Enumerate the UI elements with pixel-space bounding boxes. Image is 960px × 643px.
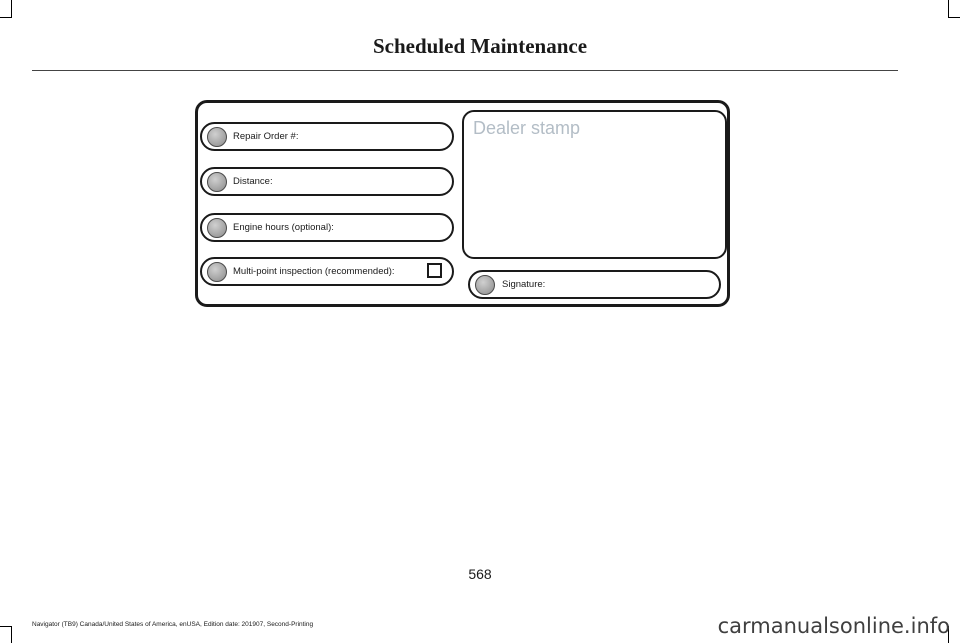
crop-mark-bottom-left-horizontal [0, 626, 12, 627]
page-title: Scheduled Maintenance [372, 34, 588, 58]
dealer-stamp-box [462, 110, 727, 259]
header-divider [32, 70, 898, 71]
crop-mark-top-right-horizontal [948, 17, 960, 18]
bullet-icon [207, 172, 227, 192]
distance-field[interactable] [200, 167, 454, 196]
page-number: 568 [468, 566, 492, 582]
bullet-icon [475, 275, 495, 295]
bullet-icon [207, 218, 227, 238]
bullet-icon [207, 262, 227, 282]
dealer-stamp-label: Dealer stamp [473, 118, 581, 138]
watermark: carmanualsonline.info [717, 614, 950, 638]
multi-point-inspection-checkbox[interactable] [427, 263, 442, 278]
crop-mark-bottom-left-vertical [11, 626, 12, 643]
engine-hours-label: Engine hours (optional): [233, 222, 334, 233]
signature-label: Signature: [502, 279, 546, 290]
crop-mark-top-left-vertical [11, 0, 12, 17]
crop-mark-top-right-vertical [948, 0, 949, 17]
engine-hours-field[interactable] [200, 213, 454, 242]
signature-field[interactable] [468, 270, 721, 299]
crop-mark-top-left-horizontal [0, 17, 12, 18]
distance-label: Distance: [233, 176, 273, 187]
footer-edition-text: Navigator (TB9) Canada/United States of America, enUSA, Edition date: 201907, Second-Printing [32, 621, 314, 628]
multi-point-inspection-label: Multi-point inspection (recommended): [233, 266, 395, 277]
repair-order-label: Repair Order #: [233, 131, 299, 142]
bullet-icon [207, 127, 227, 147]
multi-point-inspection-field [200, 257, 454, 286]
repair-order-field[interactable] [200, 122, 454, 151]
